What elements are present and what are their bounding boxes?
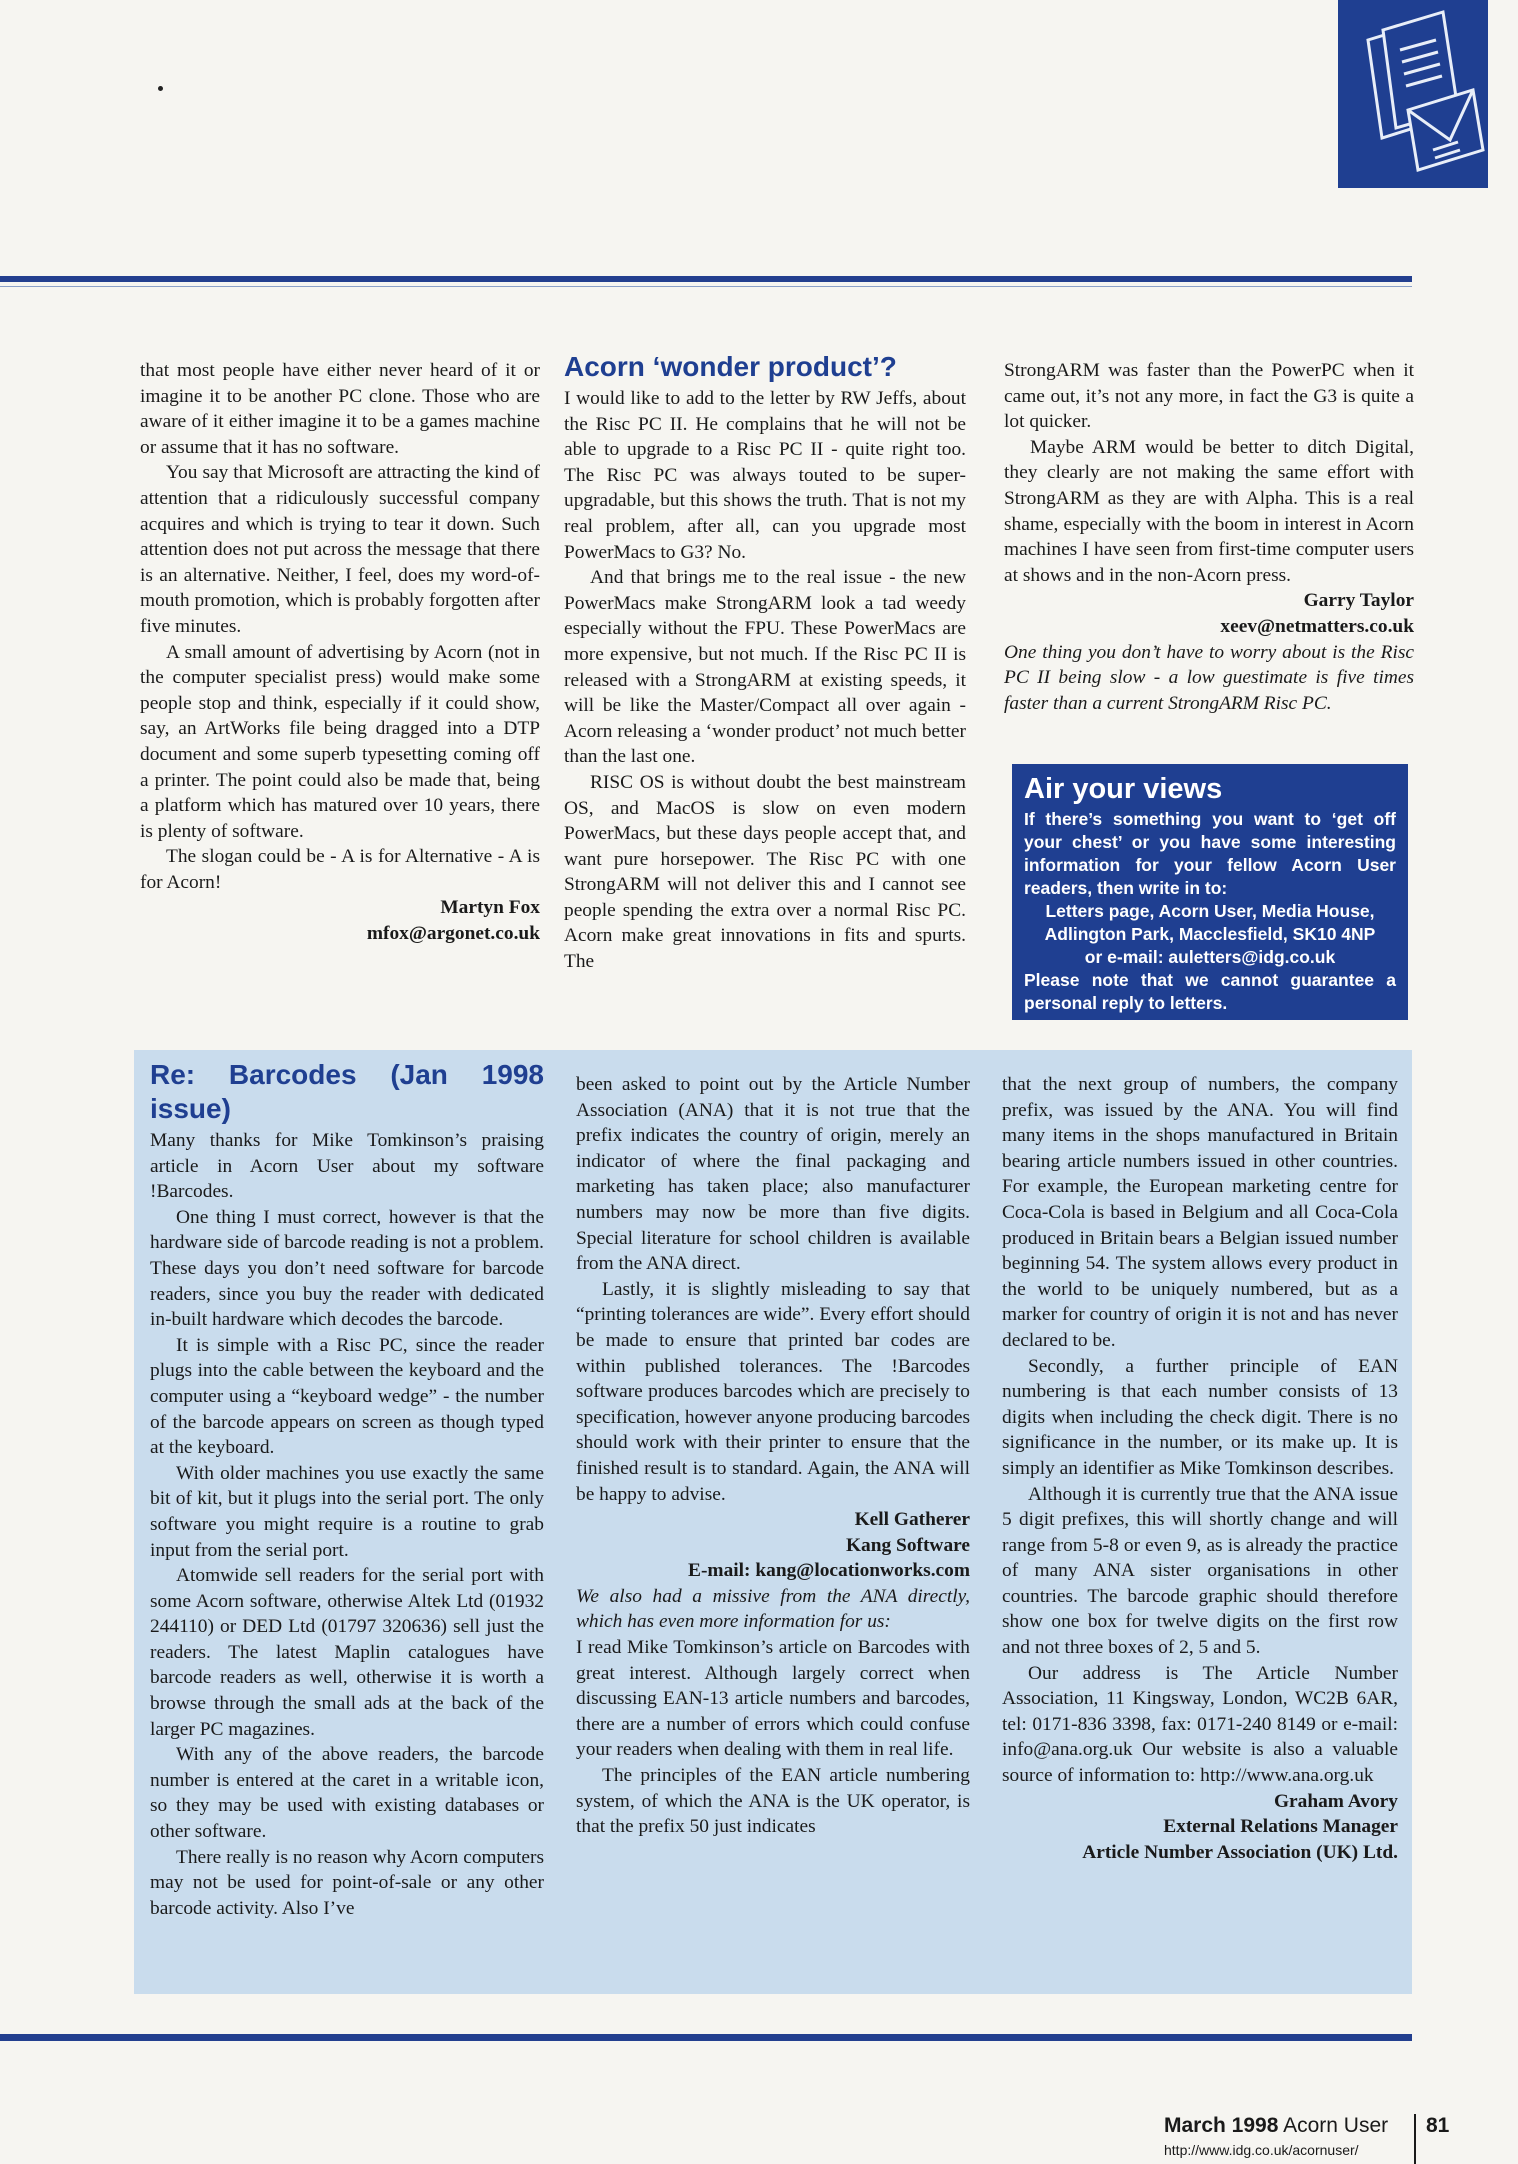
box-address-line: Adlington Park, Macclesfield, SK10 4NP (1044, 924, 1376, 944)
signature-org: Article Number Association (UK) Ltd. (1082, 1841, 1398, 1863)
footer-url: http://www.idg.co.uk/acornuser/ (1164, 2142, 1359, 2158)
editor-note: We also had a missive from the ANA directly, which has even more information for us: (576, 1585, 970, 1633)
signature-company: Kang Software (845, 1534, 970, 1556)
paragraph: The slogan could be - A is for Alternative - A is for Acorn! (140, 846, 540, 893)
box-email-line: or e-mail: auletters@idg.co.uk (1084, 947, 1336, 967)
signature-name: Kell Gatherer (854, 1509, 970, 1531)
letter-barcodes-cont (576, 1072, 970, 1840)
paragraph: There really is no reason why Acorn computers may not be used for point-of-sale or any other barcode activity. Also I’ve (150, 1846, 544, 1919)
paragraph: RISC OS is without doubt the best mainstream OS, and MacOS is slow on even modern PowerMacs, but these days people accept that, and want pure horsepower. The Risc PC with one StrongARM will not deliver this and I cannot see people spending the extra over a normal Risc PC. Acorn make great innovations in fits and spurts. The (564, 771, 966, 973)
paragraph: Many thanks for Mike Tomkinson’s praising article in Acorn User about my software !Barcodes. (150, 1130, 544, 1203)
box-title: Air your views (1024, 773, 1223, 805)
footer-magazine: Acorn User (1283, 2114, 1389, 2137)
paragraph: Atomwide sell readers for the serial port with some Acorn software, otherwise Altek Ltd (01932 244110) or DED Ltd (01797 320636) sell just the readers. The latest Maplin catalogues have barcode readers as well, otherwise it is worth a browse through the small ads at the back of the larger PC magazines. (150, 1565, 544, 1740)
ink-speck (158, 86, 163, 91)
letter-wonder-product (564, 350, 966, 975)
letter-barcodes (150, 1058, 544, 1921)
paragraph: I would like to add to the letter by RW Jeffs, about the Risc PC II. He complains that he will not be able to upgrade to a Risc PC II - quite right too. The Risc PC was always touted to be super-upgradable, but this shows the truth. That is not my real problem, after all, can you upgrade most PowerMacs to G3? No. (564, 388, 966, 563)
box-body: If there’s something you want to ‘get off your chest’ or you have some interesting information for your fellow Acorn User readers, then write in to: (1024, 809, 1396, 898)
paragraph: that most people have either never heard of it or imagine it to be another PC clone. Those who are aware of it either imagine it to be a games machine or assume that it has no software. (140, 360, 540, 458)
paragraph: You say that Microsoft are attracting the kind of attention that a ridiculously successful company acquires and which is trying to tear it down. Such attention does not put across the message that there is an alternative. Neither, I feel, does my word-of-mouth promotion, which is probably forgotten after five minutes. (140, 462, 540, 637)
signature-name: Martyn Fox (440, 897, 540, 919)
box-address-line: Letters page, Acorn User, Media House, (1045, 901, 1375, 921)
air-your-views-box (1012, 764, 1408, 1020)
paragraph: With older machines you use exactly the same bit of kit, but it plugs into the serial port. The only software you might require is a routine to grab input from the serial port. (150, 1462, 544, 1561)
top-thin-rule (0, 286, 1412, 287)
letter-martyn-fox (140, 358, 540, 947)
paragraph: I read Mike Tomkinson’s article on Barcodes with great interest. Although largely correct when discussing EAN-13 article numbers and barcodes, there are a number of errors which could confuse your readers when dealing with them in real life. (576, 1637, 970, 1761)
paragraph: that the next group of numbers, the company prefix, was issued by the ANA. You will find many items in the shops manufactured in Britain bearing article numbers issued in other countries. For example, the European marketing centre for Coca-Cola is based in Belgium and all Coca-Cola produced in Britain bears a Belgian issued number beginning 54. The system allows every product in the world to be uniquely numbered, but as a marker for country of origin it is not and has never declared to be. (1002, 1074, 1398, 1351)
paragraph: StrongARM was faster than the PowerPC when it came out, it’s not any more, in fact the G3 is quite a lot quicker. (1004, 360, 1414, 433)
paragraph: A small amount of advertising by Acorn (not in the computer specialist press) would make some people stop and think, especially if it could show, say, an ArtWorks file being dragged into a DTP document and some superb typesetting coming off a printer. The point could also be made that, being a platform which has matured over 10 years, there is plenty of software. (140, 641, 540, 842)
paragraph: Although it is currently true that the ANA issue 5 digit prefixes, this will shortly change and will range from 5-8 or even 9, as is already the practice of many ANA sister organisations in other countries. The barcode graphic should therefore show one box for twelve digits on the first row and not three boxes of 2, 5 and 5. (1002, 1483, 1398, 1659)
signature-name: Graham Avory (1273, 1790, 1398, 1812)
signature-email: xeev@netmatters.co.uk (1220, 615, 1414, 637)
paragraph: Secondly, a further principle of EAN numbering is that each number consists of 13 digits when including the check digit. There is no significance in the number, or its make up. It is simply an identifier as Mike Tomkinson describes. (1002, 1355, 1398, 1479)
signature-email: mfox@argonet.co.uk (366, 923, 540, 945)
paragraph: One thing I must correct, however is that the hardware side of barcode reading is not a problem. These days you don’t need software for barcode readers, since you buy the reader with dedicated in-built hardware which decodes the barcode. (150, 1206, 544, 1331)
footer-issue (1164, 2114, 1414, 2138)
bottom-rule (0, 2034, 1412, 2041)
paragraph: Our address is The Article Number Association, 11 Kingsway, London, WC2B 6AR, tel: 0171-836 3398, fax: 0171-240 8149 or e-mail: info@ana.org.uk Our website is also a valuable source of information to: http://www.ana.org.uk (1002, 1662, 1398, 1787)
signature-email: E-mail: kang@locationworks.com (688, 1560, 970, 1582)
letters-envelope-icon (1338, 0, 1488, 188)
box-note: Please note that we cannot guarantee a personal reply to letters. (1024, 970, 1396, 1013)
letter-heading: Re: Barcodes (Jan 1998 issue) (150, 1059, 544, 1124)
paragraph: It is simple with a Risc PC, since the reader plugs into the cable between the keyboard and the computer using a “keyboard wedge” - the number of the barcode appears on screen as though typed at the keyboard. (150, 1334, 544, 1459)
footer-divider (1414, 2114, 1416, 2164)
paragraph: Maybe ARM would be better to ditch Digital, they clearly are not making the same effort with StrongARM as they are with Alpha. This is a real shame, especially with the boom in interest in Acorn machines I have seen from first-time computer users at shows and in the non-Acorn press. (1004, 436, 1414, 586)
paragraph: The principles of the EAN article numbering system, of which the ANA is the UK operator, is that the prefix 50 just indicates (576, 1765, 970, 1838)
footer-month: March 1998 (1164, 2114, 1279, 2137)
paragraph: been asked to point out by the Article Number Association (ANA) that it is not true that the prefix indicates the country of origin, merely an indicator of where the final packaging and marketing has taken place; also manufacturer numbers may now be more than five digits. Special literature for school children is available from the ANA direct. (576, 1074, 970, 1275)
paragraph: Lastly, it is slightly misleading to say that “printing tolerances are wide”. Every effort should be made to ensure that printed bar codes are within published tolerances. The !Barcodes software produces barcodes which are precisely to specification, however anyone producing barcodes should work with their printer to ensure that the finished result is to standard. Again, the ANA will be happy to advise. (576, 1278, 970, 1505)
signature-name: Garry Taylor (1303, 590, 1414, 612)
letter-wonder-product-cont (1004, 358, 1414, 716)
letter-ana (1002, 1072, 1398, 1865)
paragraph: With any of the above readers, the barcode number is entered at the caret in a writable icon, so they may be used with existing databases or other software. (150, 1744, 544, 1843)
signature-title: External Relations Manager (1163, 1816, 1398, 1838)
letter-heading: Acorn ‘wonder product’? (564, 351, 897, 382)
editor-reply: One thing you don’t have to worry about is the Risc PC II being slow - a low guestimate is five times faster than a current StrongARM Risc PC. (1004, 641, 1414, 714)
top-rule (0, 276, 1412, 282)
paragraph: And that brings me to the real issue - the new PowerMacs make StrongARM look a tad weedy especially without the FPU. These PowerMacs are more expensive, but not much. If the Risc PC II is released with a StrongARM at existing speeds, it will be like the Master/Compact all over again - Acorn releasing a ‘wonder product’ not much better than the last one. (564, 567, 966, 768)
page-number: 81 (1426, 2114, 1450, 2137)
